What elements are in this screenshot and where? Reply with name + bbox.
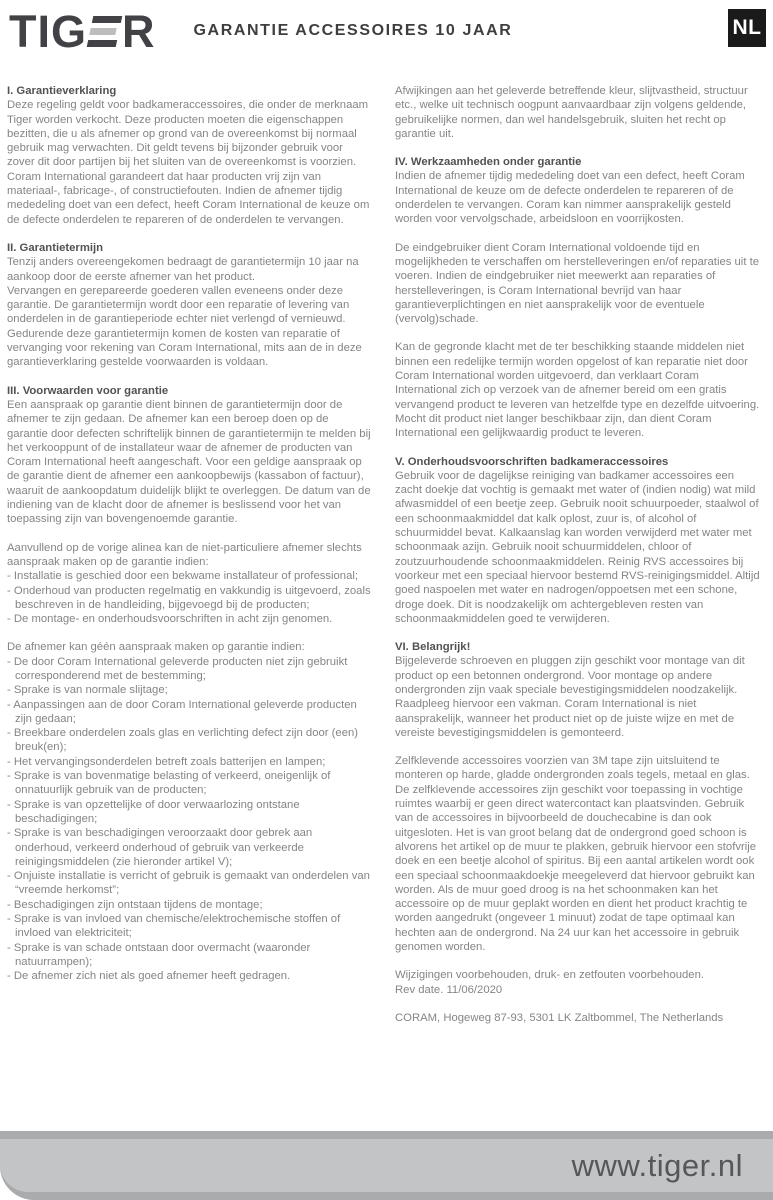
list-item: - De afnemer zich niet als goed afnemer heeft gedragen.	[7, 970, 291, 983]
company-address: CORAM, Hogeweg 87-93, 5301 LK Zaltbommel, The Netherlands	[395, 1011, 724, 1024]
spacer	[395, 326, 760, 340]
logo-e-bars-icon	[87, 16, 123, 47]
list-item: - Breekbare onderdelen zoals glas en verlichting defect zijn door (een) breuk(en);	[7, 727, 359, 754]
list-intro: De afnemer kan géén aanspraak maken op garantie indien:	[7, 641, 305, 654]
section-4-heading: IV. Werkzaamheden onder garantie	[395, 156, 582, 169]
page-title: GARANTIE ACCESSOIRES 10 JAAR	[193, 22, 513, 39]
list-item: - Sprake is van invloed van chemische/elektrochemische stoffen of invloed van elektriciteit;	[7, 913, 341, 940]
list-item: - Sprake is van bovenmatige belasting of verkeerd, oneigenlijk of onnatuurlijk gebruik van de producten;	[7, 770, 331, 797]
list-item: - Onderhoud van producten regelmatig en vakkundig is uitgevoerd, zoals beschreven in de handleiding, bijgevoegd bij de producten;	[7, 584, 371, 611]
spacer	[7, 527, 372, 541]
website-link[interactable]: www.tiger.nl	[571, 1148, 743, 1183]
section-3-heading: III. Voorwaarden voor garantie	[7, 384, 169, 397]
list-item: - De montage- en onderhoudsvoorschriften in acht zijn genomen.	[7, 613, 333, 626]
list-item: - Installatie is geschied door een bekwame installateur of professional;	[7, 570, 359, 583]
right-column	[395, 84, 760, 1025]
spacer	[395, 141, 760, 155]
section-4-paragraph: De eindgebruiker dient Coram International voldoende tijd en mogelijkheden te verschaffen om herstelleveringen en/of reparaties uit te voeren. Indien de eindgebruiker niet meewerkt aan reparaties of herstelleveringen, is Coram International bevrijd van haar garantieverplichtingen en niet aansprakelijk voor de eventuele (vervolg)schade.	[395, 241, 760, 326]
document-header	[0, 0, 773, 56]
language-badge: NL	[728, 9, 766, 47]
list-item: - Onjuiste installatie is verricht of gebruik is gemaakt van onderdelen van “vreemde herkomst”;	[7, 870, 370, 897]
section-2-paragraph: Vervangen en gerepareerde goederen vallen eveneens onder deze garantie. De garantietermijn wordt door een reparatie of levering van onderdelen in de garantieperiode echter niet verlengd of vernieuwd.	[7, 284, 350, 326]
section-1-paragraph: Deze regeling geldt voor badkameraccessoires, die onder de merknaam Tiger worden verkocht. Deze producten moeten die eigenschappen bezitten, die u als afnemer op grond van de overeenkomst bij normaal gebruik mag verwachten. Dit geldt tevens bij bijzonder gebruik voor zover dit door partijen bij het sluiten van de overeenkomst is voorzien. Coram International garandeert dat haar producten vrij zijn van materiaal-, fabricage-, of constructiefouten. Indien de afnemer tijdig mededeling doet van een defect, heeft Coram International de keuze om de defecte onderdelen te repareren of de onderdelen te vervangen.	[7, 99, 370, 226]
footer-bar	[0, 1131, 773, 1200]
spacer	[7, 626, 372, 640]
section-1-heading: I. Garantieverklaring	[7, 85, 117, 97]
revision-note: Wijzigingen voorbehouden, druk- en zetfouten voorbehouden.	[395, 969, 704, 982]
list-item: - Sprake is van opzettelijke of door verwaarlozing ontstane beschadigingen;	[7, 798, 300, 825]
section-6-paragraph: Zelfklevende accessoires voorzien van 3M tape zijn uitsluitend te monteren op harde, gladde ondergronden zoals tegels, metaal en glas. De zelfklevende accessoires zijn geschikt voor toepassing in vochtige ruimtes waarbij er geen direct watercontact kan plaatsvinden. Gebruik van de accessoires in bijvoorbeeld de douchecabine is dan ook uitgesloten. Het is van groot belang dat de ondergrond goed schoon is alvorens het artikel op de muur te plakken, gebruik hiervoor een stofvrije doek en een beetje alcohol of spiritus. Bij een aantal artikelen wordt ook een speciaal schoonmaakdoekje meegeleverd dat hiervoor gebruikt kan worden. Als de muur goed droog is na het schoonmaken kan het accessoire op de muur geplakt worden en dient het product krachtig te worden aangedrukt (ongeveer 1 minuut) zodat de tape optimaal kan hechten aan de ondergrond. Na 24 uur kan het accessoire in gebruik genomen worden.	[395, 755, 757, 954]
list-item: - Sprake is van schade ontstaan door overmacht (waaronder natuurrampen);	[7, 941, 311, 968]
spacer	[7, 227, 372, 241]
left-column	[7, 84, 372, 1025]
list-item: - Aanpassingen aan de door Coram International geleverde producten zijn gedaan;	[7, 698, 357, 725]
section-4-paragraph: Kan de gegronde klacht met de ter beschikking staande middelen niet binnen een redelijke termijn worden opgelost of kan reparatie niet door Coram International worden uitgevoerd, dan verklaart Coram International zich op verzoek van de afnemer bereid om een gratis vervangend product te leveren van hetzelfde type en dezelfde uitvoering. Mocht dit product niet langer beschikbaar zijn, dan dient Coram International een gelijkwaardig product te leveren.	[395, 341, 760, 440]
section-5-paragraph: Gebruik voor de dagelijkse reiniging van badkamer accessoires een zacht doekje dat vochtig is gemaakt met water of (indien nodig) wat mild afwasmiddel of een beetje zeep. Gebruik nooit schuurpoeder, staalwol of een schoonmaakmiddel dat kalk oplost, zuur is, of alcohol of schuurmiddel bevat. Kalkaanslag kan worden verwijderd met water met schoonmaak azijn. Gebruik nooit schuurmiddelen, chloor of zoutzuurhoudende schoonmaakmiddelen. Reinig RVS accessoires bij voorkeur met een speciaal hiervoor bestemd RVS-reinigingsmiddel. Altijd goed naspoelen met water en nadrogen/oppoetsen met een schone, droge doek. Dit is noodzakelijk om achtergebleven resten van schoonmaakmiddelen goed te verwijderen.	[395, 469, 760, 625]
deviations-paragraph: Afwijkingen aan het geleverde betreffende kleur, slijtvastheid, structuur etc., welke uit technisch oogpunt aanvaardbaar zijn volgens geldende, gebruikelijke normen, dan wel handelsgebruik, sluiten het recht op garantie uit.	[395, 85, 748, 140]
section-4-paragraph: Indien de afnemer tijdig mededeling doet van een defect, heeft Coram International de keuze om de defecte onderdelen te repareren of de onderdelen te vervangen. Coram kan nimmer aansprakelijk gesteld worden voor vervolgschade, arbeidsloon en voorrijkosten.	[395, 170, 745, 226]
logo-text-tig: TIG	[9, 6, 87, 57]
tiger-logo	[9, 6, 156, 57]
list-item: - De door Coram International geleverde producten niet zijn gebruikt corresponderend met de bestemming;	[7, 655, 348, 682]
list-item: - Sprake is van normale slijtage;	[7, 684, 168, 697]
spacer	[7, 370, 372, 384]
list-intro: Aanvullend op de vorige alinea kan de niet-particuliere afnemer slechts aanspraak maken op de garantie indien:	[7, 541, 362, 568]
section-6-heading: VI. Belangrijk!	[395, 641, 471, 654]
section-2-paragraph: Gedurende deze garantietermijn komen de kosten van reparatie of vervanging voor rekening van Coram International, mits aan de in deze garantieverklaring gestelde voorwaarden is voldaan.	[7, 327, 362, 369]
document-body	[0, 56, 773, 1025]
logo-text-r: R	[122, 6, 156, 57]
spacer	[395, 441, 760, 455]
spacer	[395, 997, 760, 1011]
spacer	[395, 626, 760, 640]
section-2-paragraph: Tenzij anders overeengekomen bedraagt de garantietermijn 10 jaar na aankoop door de eerste afnemer van het product.	[7, 256, 359, 283]
spacer	[395, 740, 760, 754]
revision-date: Rev date. 11/06/2020	[395, 983, 503, 996]
list-item: - Het vervangingsonderdelen betreft zoals batterijen en lampen;	[7, 755, 326, 768]
spacer	[395, 227, 760, 241]
list-item: - Beschadigingen zijn ontstaan tijdens de montage;	[7, 898, 263, 911]
section-2-heading: II. Garantietermijn	[7, 241, 104, 254]
section-6-paragraph: Bijgeleverde schroeven en pluggen zijn geschikt voor montage van dit product op een betonnen ondergrond. Voor montage op andere ondergronden zijn vaak speciale bevestigingsmiddelen noodzakelijk. Raadpleeg hiervoor een vakman. Coram International is niet aansprakelijk, wanneer het product niet op de juiste wijze en met de vereiste bevestigingsmiddelen is gemonteerd.	[395, 655, 745, 739]
section-3-paragraph: Een aanspraak op garantie dient binnen de garantietermijn door de afnemer te zijn gedaan. De afnemer kan een beroep doen op de garantie door defecten schriftelijk binnen de garantietermijn te melden bij het verkooppunt of de installateur waar de afnemer de producten van Coram International heeft aangeschaft. Voor een geldige aanspraak op de garantie dient de afnemer een aankoopbewijs (kassabon of factuur), waaruit de aankoopdatum duidelijk blijkt te overleggen. De datum van de indiening van de klacht door de afnemer is beslissend voor het van toepassing zijn van bovengenoemde garantie.	[7, 398, 371, 526]
spacer	[395, 954, 760, 968]
section-5-heading: V. Onderhoudsvoorschriften badkameraccessoires	[395, 455, 669, 468]
list-item: - Sprake is van beschadigingen veroorzaakt door gebrek aan onderhoud, verkeerd onderhoud of gebruik van verkeerde reinigingsmiddelen (zie hieronder artikel V);	[7, 827, 313, 868]
